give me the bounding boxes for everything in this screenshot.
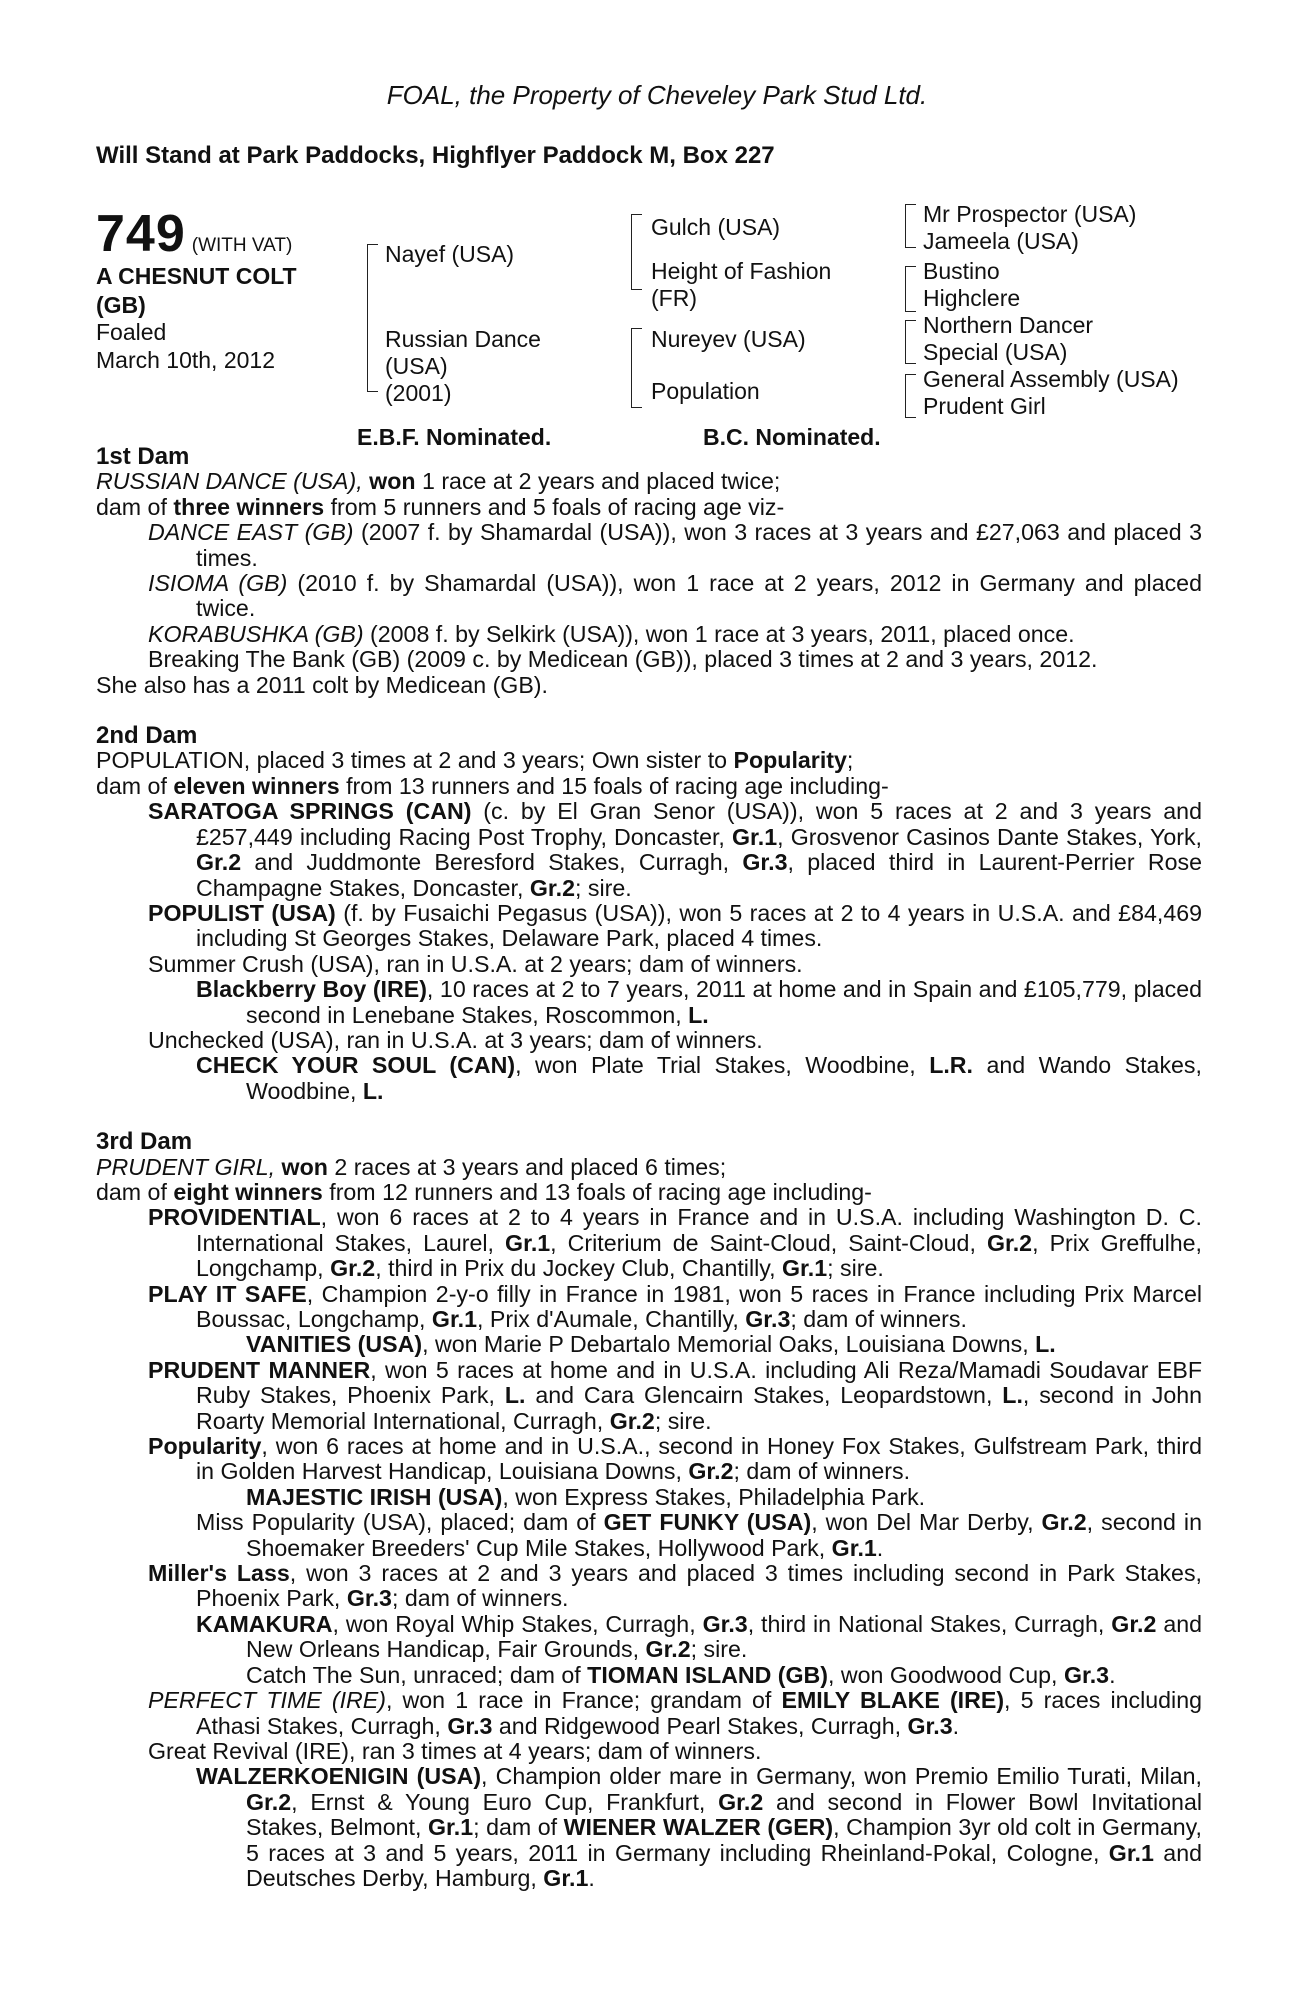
first-dam-heading: 1st Dam xyxy=(96,443,190,470)
offspring-name: PRUDENT MANNER xyxy=(148,1356,371,1383)
offspring-name: PLAY IT SAFE xyxy=(148,1280,307,1307)
grade: Gr.2 xyxy=(645,1636,691,1663)
pedigree-ddd: Prudent Girl xyxy=(923,393,1046,419)
second-dam-record: POPULATION, placed 3 times at 2 and 3 years; Own sister to xyxy=(96,747,728,774)
offspring-record: , won Royal Whip Stakes, Curragh, xyxy=(332,1610,696,1637)
second-dam-produce-summary xyxy=(96,774,1202,799)
offspring-record: ; dam of xyxy=(473,1814,558,1841)
summary-prefix: dam of xyxy=(96,493,167,520)
lot-country: (GB) xyxy=(96,292,146,318)
offspring-name: Popularity xyxy=(148,1433,262,1460)
offspring-record: ; dam of winners. xyxy=(733,1458,911,1485)
third-dam-line xyxy=(96,1155,1202,1180)
second-dam-heading: 2nd Dam xyxy=(96,722,198,750)
grade: Gr.3 xyxy=(447,1712,493,1739)
offspring-record: (2010 f. by Shamardal (USA)), won 1 race at 2 years, 2012 in Germany and placed twice. xyxy=(196,570,1202,622)
offspring-name: SARATOGA SPRINGS (CAN) xyxy=(148,798,472,825)
grade: Gr.1 xyxy=(427,1814,474,1841)
summary-rest: from 12 runners and 13 foals of racing age including- xyxy=(329,1178,872,1205)
offspring-record: Catch The Sun, unraced; dam of xyxy=(246,1661,581,1688)
grade: L.R. xyxy=(929,1052,973,1079)
grand-offspring-entry xyxy=(96,1332,1202,1357)
grade: Gr.2 xyxy=(609,1407,655,1434)
offspring-name: GET FUNKY (USA) xyxy=(603,1509,812,1536)
offspring-entry xyxy=(96,571,1202,622)
offspring-record: and Ridgewood Pearl Stakes, Curragh, xyxy=(498,1712,902,1739)
offspring-record: , won Del Mar Derby, xyxy=(811,1509,1034,1536)
summary-prefix: dam of xyxy=(96,1178,167,1205)
punct: . xyxy=(876,1534,884,1561)
brace-gen1 xyxy=(367,244,378,392)
offspring-name: Blackberry Boy (IRE) xyxy=(196,976,427,1003)
bc-nominated: B.C. Nominated. xyxy=(703,424,881,450)
brace-gen2-dam xyxy=(631,328,642,408)
pedigree-sire-dam-name: Height of Fashion xyxy=(651,258,832,284)
offspring-record: ; sire. xyxy=(654,1407,712,1434)
third-dam-heading: 3rd Dam xyxy=(96,1128,193,1156)
offspring-record: , won 6 races at home and in U.S.A., second in Honey Fox Stakes, Gulfstream Park, third in Golden Harvest Handicap, Louisiana Downs, xyxy=(196,1433,1202,1485)
offspring-record: and Juddmonte Beresford Stakes, Curragh, xyxy=(254,849,730,876)
grand-offspring-entry xyxy=(96,977,1202,1028)
offspring-name: WALZERKOENIGIN (USA) xyxy=(196,1763,482,1790)
pedigree-dss: Northern Dancer xyxy=(923,312,1094,338)
grade: Gr.2 xyxy=(1041,1509,1087,1536)
winners-count: eleven winners xyxy=(173,772,340,799)
pedigree-sds: Bustino xyxy=(923,258,1000,284)
offspring-record: , won 5 races at home and in U.S.A. including Ali Reza/Mamadi Soudavar EBF Ruby Stakes, Phoenix Park, xyxy=(196,1356,1202,1409)
grade: L. xyxy=(362,1077,384,1104)
first-dam-note: She also has a 2011 colt by Medicean (GB). xyxy=(96,671,548,698)
offspring-entry: Great Revival (IRE), ran 3 times at 4 years; dam of winners. xyxy=(148,1737,762,1764)
lot-description xyxy=(96,262,297,320)
offspring-record: , won Plate Trial Stakes, Woodbine, xyxy=(515,1052,916,1079)
grade: Gr.2 xyxy=(688,1458,734,1485)
grade: Gr.3 xyxy=(346,1585,392,1612)
offspring-record: ; sire. xyxy=(690,1636,748,1663)
offspring-name: PERFECT TIME (IRE) xyxy=(148,1687,386,1714)
first-dam-record: 1 race at 2 years and placed twice; xyxy=(421,468,781,495)
offspring-record: , Champion 2-y-o filly in France in 1981, won 5 races in France including Prix Marcel Boussac, Longchamp, xyxy=(196,1280,1202,1332)
summary-prefix: dam of xyxy=(96,772,167,799)
foaled-info xyxy=(96,318,275,374)
grand-offspring-entry xyxy=(96,1764,1202,1891)
offspring-record: and New Orleans Handicap, Fair Grounds, xyxy=(246,1610,1202,1663)
offspring-record: , won Express Stakes, Philadelphia Park. xyxy=(502,1483,926,1510)
page-title: FOAL, the Property of Cheveley Park Stud Ltd. xyxy=(386,80,928,110)
grade: Gr.3 xyxy=(907,1712,953,1739)
offspring-entry xyxy=(96,1434,1202,1485)
grade: Gr.2 xyxy=(330,1255,376,1282)
grade: Gr.1 xyxy=(431,1306,478,1332)
offspring-entry: Unchecked (USA), ran in U.S.A. at 3 years; dam of winners. xyxy=(148,1026,763,1053)
pedigree-sdd: Highclere xyxy=(923,285,1021,311)
grand-offspring-entry xyxy=(96,1485,1202,1510)
third-dam-produce-summary xyxy=(96,1180,1202,1205)
offspring-name: ISIOMA (GB) xyxy=(148,570,288,597)
produce-record xyxy=(96,444,1202,1891)
offspring-entry xyxy=(96,520,1202,571)
summary-rest: from 5 runners and 5 foals of racing age viz- xyxy=(330,493,785,520)
winners-count: three winners xyxy=(173,493,325,520)
offspring-record: (2008 f. by Selkirk (USA)), won 1 race at 3 years, 2011, placed once. xyxy=(370,620,1075,647)
pedigree-sss: Mr Prospector (USA) xyxy=(923,201,1137,227)
foaled-date: March 10th, 2012 xyxy=(96,347,276,373)
grade: Gr.3 xyxy=(742,849,788,876)
third-dam-name: PRUDENT GIRL, xyxy=(96,1153,276,1180)
offspring-name: VANITIES (USA) xyxy=(246,1331,423,1358)
won-label: won xyxy=(369,468,416,495)
offspring-record: and Cara Glencairn Stakes, Leopardstown, xyxy=(535,1382,993,1409)
offspring-record: , third in Prix du Jockey Club, Chantilly, xyxy=(375,1255,776,1282)
offspring-entry xyxy=(96,901,1202,952)
punct: ; xyxy=(846,747,854,774)
offspring-record: , 5 races including Athasi Stakes, Curragh, xyxy=(196,1687,1202,1739)
pedigree-dam-year: (2001) xyxy=(385,380,452,406)
offspring-name: PROVIDENTIAL xyxy=(148,1204,321,1231)
offspring-name: CHECK YOUR SOUL (CAN) xyxy=(196,1052,516,1079)
lot-sex: A CHESNUT COLT xyxy=(96,263,297,289)
grade: L. xyxy=(1002,1382,1023,1409)
pedigree-dam xyxy=(385,326,541,407)
offspring-entry xyxy=(96,1282,1202,1333)
first-dam-line xyxy=(96,469,1202,494)
offspring-entry xyxy=(96,622,1202,647)
grade: Gr.2 xyxy=(986,1229,1033,1256)
grade: L. xyxy=(1035,1331,1056,1358)
punct: . xyxy=(588,1864,595,1891)
won-label: won xyxy=(281,1153,328,1180)
offspring-name: Miller's Lass xyxy=(148,1560,290,1587)
grade: Gr.2 xyxy=(196,849,242,876)
first-dam-name: RUSSIAN DANCE (USA), xyxy=(96,468,363,495)
offspring-record: and Wando Stakes, Woodbine, xyxy=(246,1052,1202,1104)
offspring-record: , won 1 race in France; grandam of xyxy=(385,1687,772,1714)
offspring-record: , Criterium de Saint-Cloud, Saint-Cloud, xyxy=(550,1229,976,1256)
offspring-name: MAJESTIC IRISH (USA) xyxy=(246,1483,503,1510)
winners-count: eight winners xyxy=(173,1178,323,1205)
pedigree-dam-dam: Population xyxy=(651,378,760,404)
offspring-record: and Deutsches Derby, Hamburg, xyxy=(246,1839,1202,1891)
grade: Gr.1 xyxy=(831,1534,877,1561)
brace-gen3-a xyxy=(905,204,916,248)
offspring-record: , won 3 races at 2 and 3 years and placed 3 times including second in Park Stakes, Phoenix Park, xyxy=(196,1560,1202,1612)
offspring-record: and second in Flower Bowl Invitational Stakes, Belmont, xyxy=(246,1788,1203,1841)
offspring-name: KORABUSHKA (GB) xyxy=(148,620,364,647)
offspring-entry: Summer Crush (USA), ran in U.S.A. at 2 years; dam of winners. xyxy=(148,950,803,977)
pedigree-dam-sire: Nureyev (USA) xyxy=(651,326,806,352)
offspring-record: , won 6 races at 2 to 4 years in France and in U.S.A. including Washington D. C. International Stakes, Laurel, xyxy=(196,1204,1202,1256)
offspring-name: KAMAKURA xyxy=(196,1610,333,1637)
offspring-record: (2007 f. by Shamardal (USA)), won 3 races at 3 years and £27,063 and placed 3 times. xyxy=(196,519,1203,571)
offspring-name: DANCE EAST (GB) xyxy=(148,519,354,546)
grade: Gr.2 xyxy=(246,1788,292,1815)
grade: Gr.1 xyxy=(1108,1839,1154,1866)
grade: L. xyxy=(688,1001,709,1028)
offspring-name: POPULIST (USA) xyxy=(148,899,336,926)
offspring-record: , won Marie P Debartalo Memorial Oaks, Louisiana Downs, xyxy=(422,1331,1029,1358)
offspring-record: , Prix Greffulhe, Longchamp, xyxy=(196,1229,1202,1282)
grade: Gr.1 xyxy=(505,1229,551,1256)
offspring-record: ; sire. xyxy=(827,1255,884,1282)
pedigree-sire-dam-country: (FR) xyxy=(651,285,697,311)
pedigree-dsd: Special (USA) xyxy=(923,339,1068,365)
third-dam-record: 2 races at 3 years and placed 6 times; xyxy=(334,1153,727,1180)
offspring-record: ; sire. xyxy=(574,874,632,901)
pedigree-sire-dam xyxy=(651,258,831,312)
offspring-record: Miss Popularity (USA), placed; dam of xyxy=(196,1509,596,1536)
grade: Gr.3 xyxy=(702,1610,748,1637)
brace-gen3-d xyxy=(905,374,916,418)
grade: Gr.3 xyxy=(745,1306,791,1332)
grade: Gr.2 xyxy=(1111,1610,1157,1637)
foaled-label: Foaled xyxy=(96,319,167,345)
grade: Gr.1 xyxy=(732,823,778,850)
grand-offspring-entry xyxy=(96,1053,1202,1104)
offspring-record: (c. by El Gran Senor (USA)), won 5 races at 2 and 3 years and £257,449 including Racing Post Trophy, Doncaster, xyxy=(196,798,1202,850)
offspring-record: , 10 races at 2 to 7 years, 2011 at home and in Spain and £105,779, placed second in Lenebane Stakes, Roscommon, xyxy=(246,976,1202,1028)
offspring-entry: Breaking The Bank (GB) (2009 c. by Medicean (GB)), placed 3 times at 2 and 3 years, 2012. xyxy=(148,646,1098,673)
second-dam-line xyxy=(96,748,1202,773)
offspring-name: TIOMAN ISLAND (GB) xyxy=(587,1661,829,1688)
offspring-record: , Prix d'Aumale, Chantilly, xyxy=(477,1306,739,1332)
offspring-record: , Grosvenor Casinos Dante Stakes, York, xyxy=(777,823,1202,850)
grade: Gr.3 xyxy=(1063,1661,1110,1688)
offspring-entry xyxy=(96,1561,1202,1612)
grand-offspring-entry xyxy=(96,1510,1202,1561)
sister-name: Popularity xyxy=(733,747,847,774)
offspring-entry xyxy=(96,799,1202,901)
brace-gen2-sire xyxy=(631,214,642,290)
offspring-record: ; dam of winners. xyxy=(790,1306,967,1332)
punct: . xyxy=(1109,1661,1116,1688)
offspring-record: , Champion 3yr old colt in Germany, 5 races at 3 and 5 years, 2011 in Germany including Rheinland-Pokal, Cologne, xyxy=(246,1814,1202,1866)
offspring-record: , Champion older mare in Germany, won Premio Emilio Turati, Milan, xyxy=(481,1763,1203,1790)
punct: . xyxy=(952,1712,960,1739)
offspring-record: , second in Shoemaker Breeders' Cup Mile Stakes, Hollywood Park, xyxy=(246,1509,1202,1561)
offspring-entry xyxy=(96,1358,1202,1434)
offspring-name: EMILY BLAKE (IRE) xyxy=(781,1687,1005,1714)
grade: Gr.2 xyxy=(529,874,575,901)
grade: L. xyxy=(504,1382,526,1409)
first-dam-produce-summary xyxy=(96,495,1202,520)
pedigree-ssd: Jameela (USA) xyxy=(923,228,1079,254)
offspring-record: ; dam of winners. xyxy=(391,1585,569,1612)
offspring-record: (f. by Fusaichi Pegasus (USA)), won 5 races at 2 to 4 years in U.S.A. and £84,469 including St Georges Stakes, Delaware Park, placed 4 times. xyxy=(196,899,1202,952)
grade: Gr.1 xyxy=(782,1255,828,1282)
offspring-entry xyxy=(96,1205,1202,1281)
offspring-name: WIENER WALZER (GER) xyxy=(563,1814,834,1841)
vat-label: (WITH VAT) xyxy=(191,235,293,256)
offspring-record: , second in John Roarty Memorial International, Curragh, xyxy=(196,1382,1203,1434)
offspring-record: , won Goodwood Cup, xyxy=(828,1661,1058,1688)
brace-gen3-c xyxy=(905,320,916,364)
standing-location: Will Stand at Park Paddocks, Highflyer Paddock M, Box 227 xyxy=(96,142,775,169)
summary-rest: from 13 runners and 15 foals of racing age including- xyxy=(346,772,889,799)
pedigree-dam-country: (USA) xyxy=(385,353,448,379)
pedigree-sire-sire: Gulch (USA) xyxy=(651,214,781,240)
offspring-record: , placed third in Laurent-Perrier Rose Champagne Stakes, Doncaster, xyxy=(196,849,1202,901)
brace-gen3-b xyxy=(905,266,916,312)
offspring-record: , Ernst & Young Euro Cup, Frankfurt, xyxy=(291,1788,706,1815)
grade: Gr.2 xyxy=(718,1788,764,1815)
lot-number: 749 xyxy=(96,205,186,263)
offspring-entry xyxy=(96,1688,1202,1739)
ebf-nominated: E.B.F. Nominated. xyxy=(357,424,552,450)
grand-offspring-entry xyxy=(96,1663,1202,1688)
pedigree-sire: Nayef (USA) xyxy=(385,241,515,267)
pedigree-dam-name: Russian Dance xyxy=(385,326,541,352)
pedigree-dds: General Assembly (USA) xyxy=(923,366,1179,392)
offspring-record: , third in National Stakes, Curragh, xyxy=(747,1610,1105,1637)
grade: Gr.1 xyxy=(543,1864,589,1891)
lot-number-line xyxy=(96,204,292,264)
grand-offspring-entry xyxy=(96,1612,1202,1663)
